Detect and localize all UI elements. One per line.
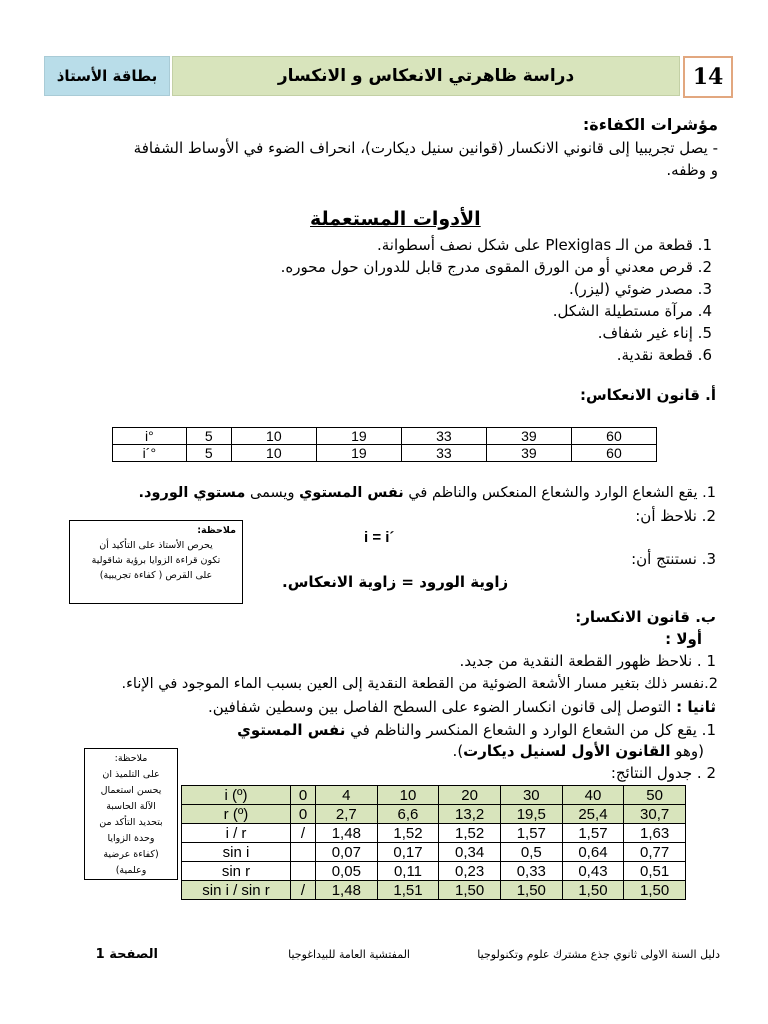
tool-item: 6. قطعة نقدية. [616,346,712,364]
footer-page-number: الصفحة 1 [95,947,158,962]
table-cell: 10 [377,786,439,805]
note-line: يحرص الأستاذ على التأكيد أن [99,540,213,551]
table-cell: 60 [571,445,656,462]
table-cell: 13,2 [439,805,501,824]
teacher-card-label [44,56,170,96]
table-row [182,824,686,843]
table-cell: 5 [186,445,231,462]
competence-line2: و وظفه. [666,161,718,179]
note-line: (كفاءة عرضية [103,849,159,860]
refraction-second: ثانيا : التوصل إلى قانون انكسار الضوء على السطح الفاصل بين وسطين شفافين. [207,698,716,716]
table-cell: 30,7 [624,805,686,824]
table-cell: 0,07 [316,843,378,862]
table-cell: i (º) [182,786,291,805]
reflection-formula: i = i´ [364,529,395,546]
reflection-table [112,427,657,462]
reflection-point1: 1. يقع الشعاع الوارد والشعاع المنعكس والناظم في نفس المستوي ويسمى مستوي الورود. [138,485,716,501]
note-title: ملاحظة: [197,525,236,536]
table-cell: 10 [231,428,316,445]
table-cell: 25,4 [562,805,624,824]
note-line: بتحديد التأكد من [99,817,163,828]
refraction-first: أولا : [665,630,702,648]
table-cell: 0,77 [624,843,686,862]
note-title: ملاحظة: [114,753,148,764]
table-cell: 0,33 [500,862,562,881]
competence-line1: - يصل تجريبيا إلى قانوني الانكسار (قوانين سنيل ديكارت)، انحراف الضوء في الأوساط الشفافة [133,139,718,157]
note-line: تكون قراءة الزوايا برؤية شاقولية [91,555,221,566]
table-cell [291,862,316,881]
table-cell: 1,50 [500,881,562,900]
page-footer [70,948,720,970]
table-cell: 0,23 [439,862,501,881]
table-cell: 0 [291,786,316,805]
table-cell: 50 [624,786,686,805]
note-line: وعلمية) [115,865,147,876]
tool-item: 4. مرآة مستطيلة الشكل. [552,302,712,320]
table-cell: 0,34 [439,843,501,862]
table-cell: / [291,824,316,843]
table-cell: sin i / sin r [182,881,291,900]
refraction-f2: 2.نفسر ذلك بتغير مسار الأشعة الضوئية من القطعة النقدية إلى العين بسبب الماء الموجود في الإناء. [121,676,718,692]
table-row [113,445,657,462]
refraction-f1: 1 . نلاحظ ظهور القطعة النقدية من جديد. [459,652,716,670]
table-cell: 6,6 [377,805,439,824]
table-cell: 39 [486,445,571,462]
table-cell: 1,50 [624,881,686,900]
refraction-s1: 1. يقع كل من الشعاع الوارد و الشعاع المنكسر والناظم في نفس المستوي [237,721,716,739]
table-cell: 0,43 [562,862,624,881]
lesson-title [172,56,680,96]
tool-item: 5. إناء غير شفاف. [597,324,712,342]
table-cell [291,843,316,862]
table-cell: 33 [401,445,486,462]
table-cell: 33 [401,428,486,445]
table-cell: 30 [500,786,562,805]
competence-heading: مؤشرات الكفاءة: [582,115,718,134]
title-text: دراسة ظاهرتي الانعكاس و الانكسار [277,66,575,86]
table-row [182,843,686,862]
table-cell: sin i [182,843,291,862]
table-cell: 0,5 [500,843,562,862]
tools-heading: الأدوات المستعملة [310,208,481,230]
table-cell: 1,50 [439,881,501,900]
tool-item: 3. مصدر ضوئي (ليزر). [568,280,712,298]
table-row [113,428,657,445]
table-row [182,786,686,805]
table-cell: 0,11 [377,862,439,881]
reflection-point3: 3. نستنتج أن: [631,550,716,568]
table-cell: 10 [231,445,316,462]
table-cell: i´° [113,445,187,462]
table-row [182,862,686,881]
note-line: على القرص ( كفاءة تجريبية) [99,570,213,581]
note-line: على التلميذ ان [102,769,160,780]
tool-item: 2. قرص معدني أو من الورق المقوى مدرج قابل للدوران حول محوره. [280,258,712,276]
table-cell: 19 [316,445,401,462]
table-cell: 1,57 [562,824,624,843]
table-cell: 40 [562,786,624,805]
table-cell: 19,5 [500,805,562,824]
lesson-number [683,56,733,98]
number-text: 14 [692,64,724,90]
refraction-s2: 2 . جدول النتائج: [610,764,716,782]
table-cell: 39 [486,428,571,445]
table-cell: 1,48 [316,824,378,843]
refraction-heading: ب. قانون الانكسار: [575,608,716,626]
table-cell: 0 [291,805,316,824]
table-cell: i / r [182,824,291,843]
table-cell: 20 [439,786,501,805]
table-cell: i° [113,428,187,445]
card-text: بطاقة الأستاذ [56,67,158,85]
table-cell: r (º) [182,805,291,824]
table-cell: 1,50 [562,881,624,900]
reflection-point2: 2. نلاحظ أن: [635,507,716,525]
refraction-s1-cont: (وهو القانون الأول لسنيل ديكارت). [452,742,704,760]
table-cell: 19 [316,428,401,445]
table-cell: / [291,881,316,900]
student-note-box [84,748,178,880]
table-cell: 0,64 [562,843,624,862]
reflection-conclusion: زاوية الورود = زاوية الانعكاس. [282,573,509,591]
table-cell: 1,52 [377,824,439,843]
table-cell: 1,48 [316,881,378,900]
table-cell: 4 [316,786,378,805]
reflection-heading: أ. قانون الانعكاس: [579,386,716,404]
table-row [182,805,686,824]
table-row [182,881,686,900]
footer-inspection: المفتشية العامة للبيداغوجيا [288,948,410,961]
refraction-results-table [181,785,686,900]
table-cell: 1,63 [624,824,686,843]
table-cell: 0,51 [624,862,686,881]
table-cell: 5 [186,428,231,445]
teacher-note-box [69,520,243,604]
table-cell: 1,52 [439,824,501,843]
note-line: الآلة الحاسبة [106,801,156,812]
footer-guide: دليل السنة الاولى ثانوي جذع مشترك علوم وتكنولوجيا [477,948,720,961]
tool-item: 1. قطعة من الـ Plexiglas على شكل نصف أسطوانة. [376,236,712,254]
table-cell: 0,05 [316,862,378,881]
table-cell: 60 [571,428,656,445]
table-cell: 1,57 [500,824,562,843]
tools-list [212,234,712,366]
note-line: يحسن استعمال [100,785,162,796]
table-cell: 0,17 [377,843,439,862]
table-cell: 2,7 [316,805,378,824]
table-cell: sin r [182,862,291,881]
table-cell: 1,51 [377,881,439,900]
note-line: وحدة الزوايا [107,833,155,844]
